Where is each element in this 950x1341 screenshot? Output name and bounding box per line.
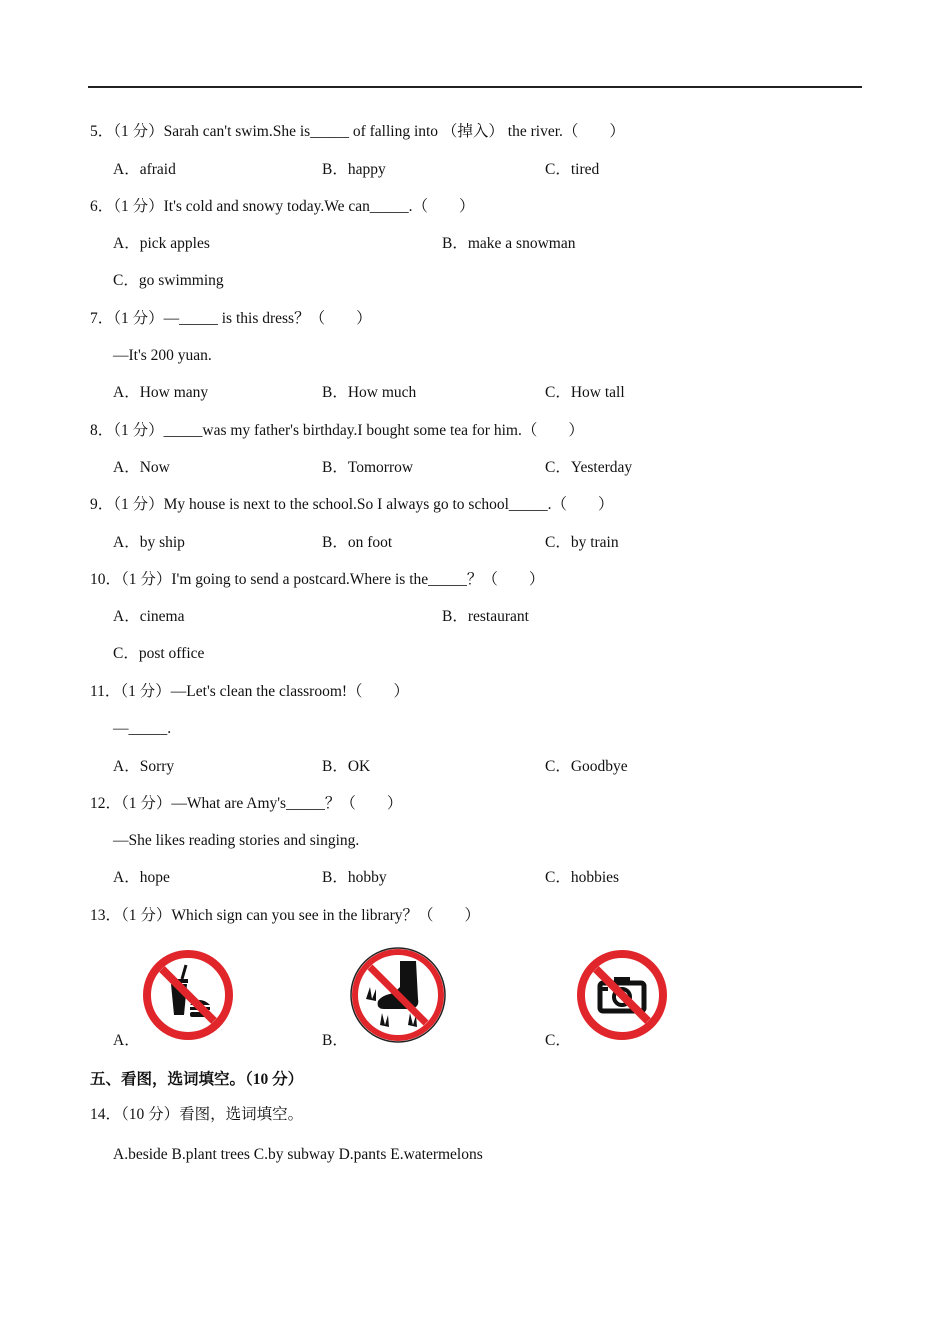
question-7-stem: 7．（1 分）—_____ is this dress？（ ） (90, 310, 372, 327)
q10-option-b[interactable]: B．restaurant (442, 608, 529, 625)
question-5-stem: 5．（1 分）Sarah can't swim.She is_____ of falling into （掉入） the river.（ ） (90, 123, 625, 140)
q6-option-b[interactable]: B．make a snowman (442, 235, 576, 252)
q13-option-a[interactable]: A． (113, 1032, 140, 1049)
q8-option-b[interactable]: B．Tomorrow (322, 459, 414, 476)
q12-option-c[interactable]: C．hobbies (545, 869, 620, 886)
question-6-stem: 6．（1 分）It's cold and snowy today.We can_____.（ ） (90, 198, 475, 215)
q5-option-a[interactable]: A．afraid (113, 161, 176, 178)
q7-option-c[interactable]: C．How tall (545, 384, 625, 401)
question-12-answer-line: —She likes reading stories and singing. (113, 832, 360, 849)
q11-option-b[interactable]: B．OK (322, 758, 371, 775)
question-13-stem: 13．（1 分）Which sign can you see in the library？（ ） (90, 907, 481, 924)
q6-option-c[interactable]: C．go swimming (113, 272, 224, 289)
q11-option-a[interactable]: A．Sorry (113, 758, 175, 775)
q9-option-c[interactable]: C．by train (545, 534, 619, 551)
q9-option-b[interactable]: B．on foot (322, 534, 393, 551)
q11-option-c[interactable]: C．Goodbye (545, 758, 628, 775)
q13-option-b[interactable]: B． (322, 1032, 348, 1049)
question-11-stem: 11．（1 分）—Let's clean the classroom!（ ） (90, 683, 410, 700)
section-5-heading: 五、看图，选词填空。（10 分） (90, 1071, 304, 1088)
q12-option-b[interactable]: B．hobby (322, 869, 387, 886)
q8-option-c[interactable]: C．Yesterday (545, 459, 633, 476)
q7-option-b[interactable]: B．How much (322, 384, 417, 401)
q6-option-a[interactable]: A．pick apples (113, 235, 210, 252)
question-10-stem: 10．（1 分）I'm going to send a postcard.Where is the_____？（ ） (90, 571, 545, 588)
q10-option-a[interactable]: A．cinema (113, 608, 185, 625)
q5-option-b[interactable]: B．happy (322, 161, 386, 178)
q7-option-a[interactable]: A．How many (113, 384, 209, 401)
q10-option-c[interactable]: C．post office (113, 645, 205, 662)
question-11-answer-line: —_____. (113, 720, 172, 737)
question-9-stem: 9．（1 分）My house is next to the school.So I always go to school_____.（ ） (90, 496, 614, 513)
q5-option-c[interactable]: C．tired (545, 161, 600, 178)
q13-option-c[interactable]: C． (545, 1032, 571, 1049)
q8-option-a[interactable]: A．Now (113, 459, 170, 476)
header-rule (88, 86, 862, 88)
q9-option-a[interactable]: A．by ship (113, 534, 185, 551)
no-trampling-grass-sign-icon[interactable] (350, 947, 446, 1043)
no-camera-sign-icon[interactable] (574, 947, 670, 1043)
question-14-word-bank: A.beside B.plant trees C.by subway D.pants E.watermelons (113, 1146, 483, 1163)
question-12-stem: 12．（1 分）—What are Amy's_____？（ ） (90, 795, 403, 812)
q12-option-a[interactable]: A．hope (113, 869, 170, 886)
no-food-drink-sign-icon[interactable] (140, 947, 236, 1043)
question-8-stem: 8．（1 分）_____was my father's birthday.I bought some tea for him.（ ） (90, 422, 584, 439)
question-14-stem: 14．（10 分）看图，选词填空。 (90, 1106, 304, 1123)
question-7-answer-line: —It's 200 yuan. (113, 347, 212, 364)
